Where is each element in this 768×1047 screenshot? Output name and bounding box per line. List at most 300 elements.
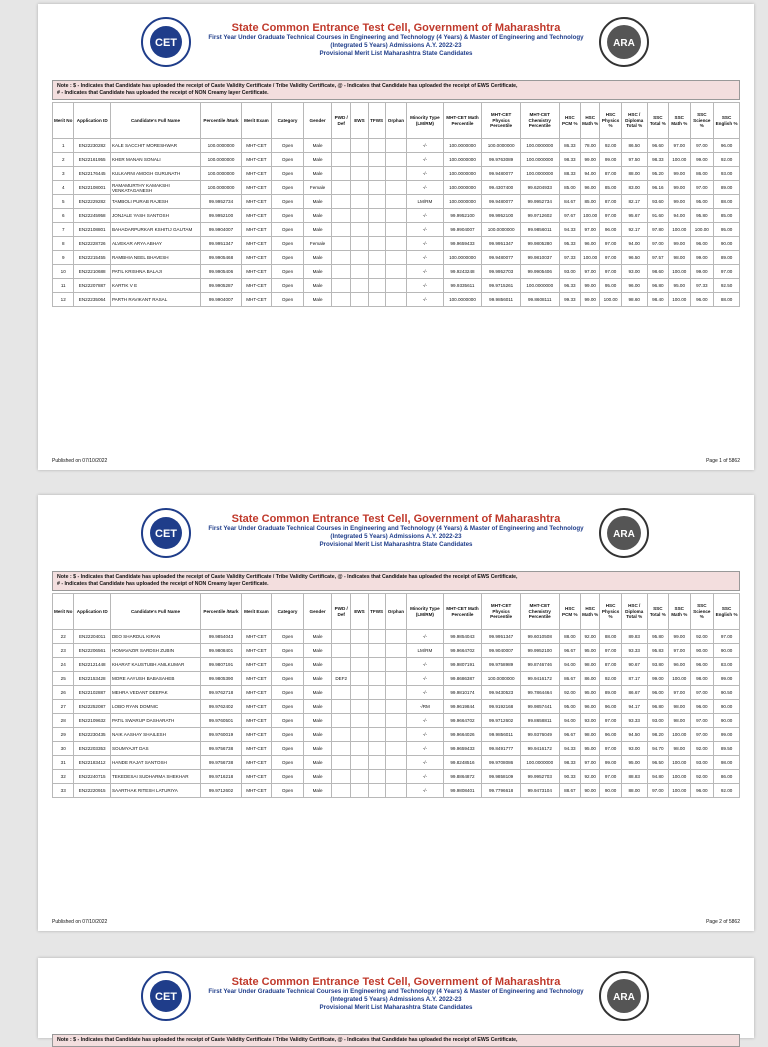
table-cell: Female <box>304 237 332 251</box>
column-header: Minority Type (LM/RM) <box>407 594 443 630</box>
table-cell: 99.9952100 <box>520 644 559 658</box>
table-cell: 88.00 <box>559 630 580 644</box>
table-cell: 94.00 <box>669 209 690 223</box>
table-cell: 87.00 <box>600 658 621 672</box>
table-cell: Open <box>271 139 303 153</box>
table-cell <box>385 714 406 728</box>
table-cell: -/- <box>407 293 443 307</box>
column-header: HSC Physics % <box>600 103 621 139</box>
table-cell: Male <box>304 167 332 181</box>
table-cell <box>368 770 385 784</box>
table-cell: 99.9480077 <box>482 195 521 209</box>
table-cell: 100.0000000 <box>201 167 242 181</box>
table-cell: 93.00 <box>714 167 740 181</box>
table-cell: 96.00 <box>647 686 668 700</box>
table-cell: 99.9376049 <box>520 728 559 742</box>
table-cell: Open <box>271 644 303 658</box>
table-cell: Open <box>271 223 303 237</box>
table-cell: MORE AAYUSH BABASAHEB <box>110 672 200 686</box>
table-cell: 93.33 <box>621 714 647 728</box>
table-cell: 97.00 <box>581 265 600 279</box>
table-cell: MHT-CET <box>241 139 271 153</box>
table-cell: 99.9243248 <box>443 265 482 279</box>
table-row <box>53 293 740 307</box>
table-cell <box>385 630 406 644</box>
table-cell: 89.50 <box>714 742 740 756</box>
table-cell: 86.00 <box>690 167 714 181</box>
table-cell: Open <box>271 714 303 728</box>
table-cell: 99.9335611 <box>443 279 482 293</box>
column-header: SSC English % <box>714 103 740 139</box>
table-cell: 27 <box>53 700 74 714</box>
table-cell: 94.00 <box>581 167 600 181</box>
table-cell: 99.9040007 <box>482 644 521 658</box>
table-cell: JONJALE YASH SANTOSH <box>110 209 200 223</box>
table-row <box>53 237 740 251</box>
merit-table <box>52 102 740 307</box>
table-cell: 98.00 <box>714 756 740 770</box>
table-cell <box>385 237 406 251</box>
column-header: Merit Exam <box>241 103 271 139</box>
column-header: MHT-CET Physics Percentile <box>482 594 521 630</box>
table-cell: EN22176445 <box>74 167 110 181</box>
table-cell <box>385 644 406 658</box>
table-row <box>53 644 740 658</box>
table-cell: MHT-CET <box>241 153 271 167</box>
table-cell <box>332 686 351 700</box>
table-cell: EN22220915 <box>74 784 110 798</box>
table-cell: 83.00 <box>714 658 740 672</box>
table-cell: 99.9664702 <box>443 644 482 658</box>
table-cell: 99.00 <box>714 728 740 742</box>
table-cell: Male <box>304 728 332 742</box>
ara-logo <box>598 970 650 1022</box>
table-cell: 95.00 <box>690 195 714 209</box>
table-cell: 97.00 <box>690 139 714 153</box>
table-cell: 97.50 <box>621 153 647 167</box>
column-header: Percentile /Mark <box>201 594 242 630</box>
table-cell: 97.80 <box>647 223 668 237</box>
table-cell: 99.9480077 <box>482 251 521 265</box>
table-cell: 99.9904007 <box>201 293 242 307</box>
table-cell: 89.00 <box>714 251 740 265</box>
table-cell: 99.9758989 <box>482 658 521 672</box>
table-cell: RAMBHIA NEEL BHAVESH <box>110 251 200 265</box>
table-cell: 97.00 <box>690 181 714 195</box>
table-row <box>53 728 740 742</box>
table-cell: 99.00 <box>669 195 690 209</box>
table-cell: 96.67 <box>559 728 580 742</box>
table-cell: 99.9712602 <box>520 209 559 223</box>
table-cell: 99.9905468 <box>201 251 242 265</box>
legend-note <box>52 1034 740 1047</box>
table-cell: 90.00 <box>690 644 714 658</box>
table-cell: EN22245958 <box>74 209 110 223</box>
table-cell: MHT-CET <box>241 293 271 307</box>
table-cell: 97.00 <box>690 728 714 742</box>
table-cell <box>351 644 368 658</box>
table-cell: 97.67 <box>559 209 580 223</box>
table-cell <box>351 251 368 265</box>
legend-note <box>52 80 740 100</box>
page-footer <box>52 919 740 925</box>
table-cell: 99.00 <box>690 265 714 279</box>
table-cell: Open <box>271 770 303 784</box>
table-cell: 97.00 <box>600 251 621 265</box>
table-cell: 99.9810037 <box>520 251 559 265</box>
table-cell: 99.8658811 <box>520 714 559 728</box>
table-cell: -/RM <box>407 700 443 714</box>
table-cell: 4 <box>53 181 74 195</box>
table-cell: Male <box>304 251 332 265</box>
table-cell: 99.8491777 <box>482 742 521 756</box>
table-cell: Male <box>304 658 332 672</box>
table-cell: 97.00 <box>647 784 668 798</box>
table-cell <box>368 293 385 307</box>
table-cell: 96.00 <box>690 700 714 714</box>
table-cell: 99.9854043 <box>443 630 482 644</box>
table-cell: 99.8864872 <box>443 770 482 784</box>
table-cell: 100.00 <box>669 265 690 279</box>
table-row <box>53 714 740 728</box>
table-cell <box>385 223 406 237</box>
table-cell: 99.9905287 <box>201 279 242 293</box>
table-cell: 88.00 <box>714 195 740 209</box>
table-cell: HOMAVAZIR SARDSH ZUBIN <box>110 644 200 658</box>
cet-logo <box>140 970 192 1022</box>
table-cell <box>332 293 351 307</box>
table-cell: 100.00 <box>669 770 690 784</box>
table-cell: 89.00 <box>714 181 740 195</box>
table-cell <box>332 742 351 756</box>
table-cell: EN22109632 <box>74 714 110 728</box>
table-cell: 25 <box>53 672 74 686</box>
table-cell: EN22229282 <box>74 195 110 209</box>
table-cell <box>351 237 368 251</box>
svg-text:ARA: ARA <box>613 38 635 49</box>
table-cell: 3 <box>53 167 74 181</box>
table-cell: 99.9756738 <box>201 742 242 756</box>
table-row <box>53 209 740 223</box>
svg-text:ARA: ARA <box>613 529 635 540</box>
table-cell: 98.00 <box>581 728 600 742</box>
table-cell: 98.00 <box>669 700 690 714</box>
table-cell: 91.60 <box>647 209 668 223</box>
table-cell: 97.00 <box>669 139 690 153</box>
table-cell: 100.00 <box>669 672 690 686</box>
table-cell: -/- <box>407 686 443 700</box>
table-cell: Open <box>271 700 303 714</box>
table-cell: 95.00 <box>600 279 621 293</box>
table-cell: KHARAT KAUSTUBH ANILKUMAR <box>110 658 200 672</box>
table-cell: 99.9480077 <box>482 167 521 181</box>
table-row <box>53 672 740 686</box>
column-header: MHT-CET Physics Percentile <box>482 103 521 139</box>
page-footer <box>52 458 740 464</box>
table-cell: 96.50 <box>621 251 647 265</box>
table-cell: 96.00 <box>690 237 714 251</box>
table-cell: 99.9952703 <box>520 770 559 784</box>
table-cell: 33 <box>53 784 74 798</box>
table-cell: Male <box>304 714 332 728</box>
column-header: EWS <box>351 594 368 630</box>
table-cell: -/- <box>407 223 443 237</box>
table-cell: 99.9756738 <box>201 756 242 770</box>
table-cell: 99.00 <box>690 251 714 265</box>
table-cell: Open <box>271 686 303 700</box>
table-cell: 100.0000000 <box>520 756 559 770</box>
table-cell <box>368 181 385 195</box>
table-cell: 99.33 <box>559 293 580 307</box>
column-header: Merit No <box>53 103 74 139</box>
table-cell: 99.9856011 <box>520 223 559 237</box>
table-cell: 96.16 <box>647 181 668 195</box>
table-cell: 100.0000000 <box>443 293 482 307</box>
table-cell: TEKEDESAI SUDHARMA SHEKHAR <box>110 770 200 784</box>
note-line-2: # - Indicates that Candidate has uploaded the receipt of NON Creamy layer Certificate. <box>57 90 269 96</box>
table-cell: -/- <box>407 742 443 756</box>
table-cell: 94.00 <box>559 658 580 672</box>
table-cell: 97.33 <box>559 251 580 265</box>
table-cell: 94.50 <box>621 728 647 742</box>
table-cell: 97.00 <box>690 686 714 700</box>
table-cell: 100.00 <box>581 251 600 265</box>
table-cell: 83.00 <box>621 181 647 195</box>
subtitle-merit-list: Provisional Merit List Maharashtra State Candidates <box>319 541 473 549</box>
table-cell: 97.00 <box>690 714 714 728</box>
table-cell: 96.00 <box>621 279 647 293</box>
subtitle-courses: First Year Under Graduate Technical Courses in Engineering and Technology (4 Years) & Master of Engineering and Technology <box>208 988 584 995</box>
table-cell <box>368 265 385 279</box>
table-cell: 86.00 <box>581 672 600 686</box>
table-cell: DEO SHARDUL KIRAN <box>110 630 200 644</box>
table-cell: 100.0000000 <box>443 167 482 181</box>
table-cell <box>368 223 385 237</box>
table-cell: EN22204011 <box>74 630 110 644</box>
table-cell: 94.80 <box>647 770 668 784</box>
table-cell: Open <box>271 209 303 223</box>
table-cell <box>332 630 351 644</box>
table-cell <box>368 728 385 742</box>
table-cell <box>332 700 351 714</box>
table-cell <box>385 153 406 167</box>
table-cell <box>385 756 406 770</box>
table-cell <box>368 714 385 728</box>
table-cell: 93.00 <box>647 714 668 728</box>
table-cell: EN22207887 <box>74 279 110 293</box>
column-header: Merit No <box>53 594 74 630</box>
table-cell: 99.9192168 <box>482 700 521 714</box>
table-cell: 99.00 <box>581 279 600 293</box>
table-cell: 92.00 <box>559 686 580 700</box>
table-cell: MHT-CET <box>241 251 271 265</box>
table-cell <box>385 293 406 307</box>
column-header: Orphan <box>385 594 406 630</box>
table-cell <box>332 770 351 784</box>
table-cell: 88.00 <box>600 630 621 644</box>
column-header: Gender <box>304 103 332 139</box>
table-cell <box>368 784 385 798</box>
table-cell: 85.00 <box>714 209 740 223</box>
column-header: TFWS <box>368 594 385 630</box>
table-cell: 100.0000000 <box>201 181 242 195</box>
table-cell: 99.8686387 <box>443 672 482 686</box>
note-line-1: Note : $ - Indicates that Candidate has uploaded the receipt of Caste Validity Certificate / Tribe Validity Certificate, @ - Indicates that Candidate has uploaded the receipt of EWS Certificate, <box>57 1037 518 1043</box>
table-cell: -/- <box>407 153 443 167</box>
table-cell: 99.7796618 <box>482 784 521 798</box>
table-cell: 99.9659433 <box>443 742 482 756</box>
table-cell <box>368 139 385 153</box>
table-cell: MHT-CET <box>241 279 271 293</box>
table-cell: 99.00 <box>669 630 690 644</box>
table-cell: 94.00 <box>559 714 580 728</box>
table-cell: 100.0000000 <box>443 139 482 153</box>
table-cell: 100.00 <box>669 784 690 798</box>
table-cell: 95.83 <box>647 644 668 658</box>
table-cell: 99.9857441 <box>520 700 559 714</box>
table-cell <box>368 644 385 658</box>
table-cell: 99.9715261 <box>482 279 521 293</box>
table-cell: MHT-CET <box>241 223 271 237</box>
table-cell: 95.20 <box>647 167 668 181</box>
table-cell: 100.00 <box>669 728 690 742</box>
table-row <box>53 784 740 798</box>
table-cell <box>351 195 368 209</box>
table-cell: Male <box>304 279 332 293</box>
table-cell <box>368 279 385 293</box>
table-cell: EN22215455 <box>74 251 110 265</box>
table-cell: 22 <box>53 630 74 644</box>
page-header <box>52 16 740 80</box>
table-cell: 99.6204933 <box>520 181 559 195</box>
table-cell: MHT-CET <box>241 784 271 798</box>
table-cell: MHT-CET <box>241 700 271 714</box>
table-cell: KARTIK V E <box>110 279 200 293</box>
table-cell <box>385 265 406 279</box>
table-header-row <box>53 103 740 139</box>
legend-note <box>52 571 740 591</box>
table-cell: -/- <box>407 237 443 251</box>
table-cell: -/- <box>407 770 443 784</box>
table-cell: EN22240715 <box>74 770 110 784</box>
table-cell: Male <box>304 195 332 209</box>
column-header: MHT-CET Math Percentile <box>443 103 482 139</box>
table-cell: 88.00 <box>621 784 647 798</box>
subtitle-courses: First Year Under Graduate Technical Courses in Engineering and Technology (4 Years) & Master of Engineering and Technology <box>208 34 584 41</box>
table-cell: 93.00 <box>559 265 580 279</box>
table-cell: 85.00 <box>559 181 580 195</box>
note-line-1: Note : $ - Indicates that Candidate has uploaded the receipt of Caste Validity Certificate / Tribe Validity Certificate, @ - Indicates that Candidate has uploaded the receipt of EWS Certificate, <box>57 574 518 580</box>
table-cell: 99.9664702 <box>443 714 482 728</box>
table-cell: 99.9856011 <box>482 728 521 742</box>
table-cell: EN22153428 <box>74 672 110 686</box>
table-cell: 100.0000000 <box>443 181 482 195</box>
table-cell: 98.00 <box>669 742 690 756</box>
table-cell: 92.00 <box>714 784 740 798</box>
table-cell: 87.00 <box>600 195 621 209</box>
table-cell: 95.00 <box>581 686 600 700</box>
table-cell: 99.9807191 <box>201 658 242 672</box>
table-cell: 99.9952734 <box>201 195 242 209</box>
table-cell: 99.7864464 <box>520 686 559 700</box>
column-header: PWD / Def <box>332 103 351 139</box>
table-cell: 99.9856011 <box>482 293 521 307</box>
table-cell: TAMBOLI PURAB RAJESH <box>110 195 200 209</box>
table-cell: MHT-CET <box>241 181 271 195</box>
table-cell: 95.00 <box>581 644 600 658</box>
table-cell: RAMAMURTHY KAMAKSHI VENKATAGANESH <box>110 181 200 195</box>
table-cell: -/- <box>407 658 443 672</box>
table-cell: -/- <box>407 139 443 153</box>
table-cell: MHT-CET <box>241 770 271 784</box>
table-cell <box>385 209 406 223</box>
table-row <box>53 251 740 265</box>
table-cell: MHT-CET <box>241 658 271 672</box>
table-cell: 99.8746746 <box>520 658 559 672</box>
table-cell: 31 <box>53 756 74 770</box>
table-cell: 10 <box>53 265 74 279</box>
table-cell <box>385 139 406 153</box>
column-header: HSC Math % <box>581 103 600 139</box>
table-cell: Male <box>304 742 332 756</box>
table-cell: Open <box>271 279 303 293</box>
table-cell: 89.83 <box>621 630 647 644</box>
table-row <box>53 742 740 756</box>
table-cell: 94.33 <box>559 223 580 237</box>
table-cell <box>332 265 351 279</box>
table-cell <box>351 265 368 279</box>
table-cell <box>351 756 368 770</box>
table-cell: 98.40 <box>647 293 668 307</box>
table-cell: 90.00 <box>714 714 740 728</box>
table-cell: Open <box>271 742 303 756</box>
table-cell: 98.33 <box>559 153 580 167</box>
table-cell: 99.9712602 <box>201 784 242 798</box>
page-header <box>52 970 740 1034</box>
column-header: EWS <box>351 103 368 139</box>
table-cell: Male <box>304 630 332 644</box>
table-cell: 97.00 <box>714 630 740 644</box>
table-cell: Open <box>271 672 303 686</box>
table-cell: HANDE RAJAT SANTOSH <box>110 756 200 770</box>
pdf-page-1 <box>38 4 754 470</box>
table-cell: 96.80 <box>647 700 668 714</box>
table-cell: 93.60 <box>647 195 668 209</box>
table-row <box>53 195 740 209</box>
table-cell: 99.6010508 <box>520 630 559 644</box>
table-cell <box>351 209 368 223</box>
table-cell <box>385 251 406 265</box>
table-cell: Male <box>304 265 332 279</box>
table-cell: 99.00 <box>600 756 621 770</box>
table-cell: -/- <box>407 181 443 195</box>
table-cell: 99.00 <box>690 153 714 167</box>
subtitle-courses: First Year Under Graduate Technical Courses in Engineering and Technology (4 Years) & Master of Engineering and Technology <box>208 525 584 532</box>
table-cell: 96.00 <box>581 700 600 714</box>
table-cell: 90.00 <box>714 237 740 251</box>
table-cell: PATIL KRISHNA BALAJI <box>110 265 200 279</box>
table-cell <box>351 672 368 686</box>
table-cell: 100.0000000 <box>520 279 559 293</box>
table-cell: Male <box>304 223 332 237</box>
table-cell: 92.00 <box>581 630 600 644</box>
table-cell: 92.00 <box>690 770 714 784</box>
table-cell: MEHRA VEDANT DEEPAK <box>110 686 200 700</box>
page-number: Page 1 of 5862 <box>706 458 740 464</box>
table-cell: 24 <box>53 658 74 672</box>
table-cell: Male <box>304 153 332 167</box>
table-cell: Open <box>271 181 303 195</box>
